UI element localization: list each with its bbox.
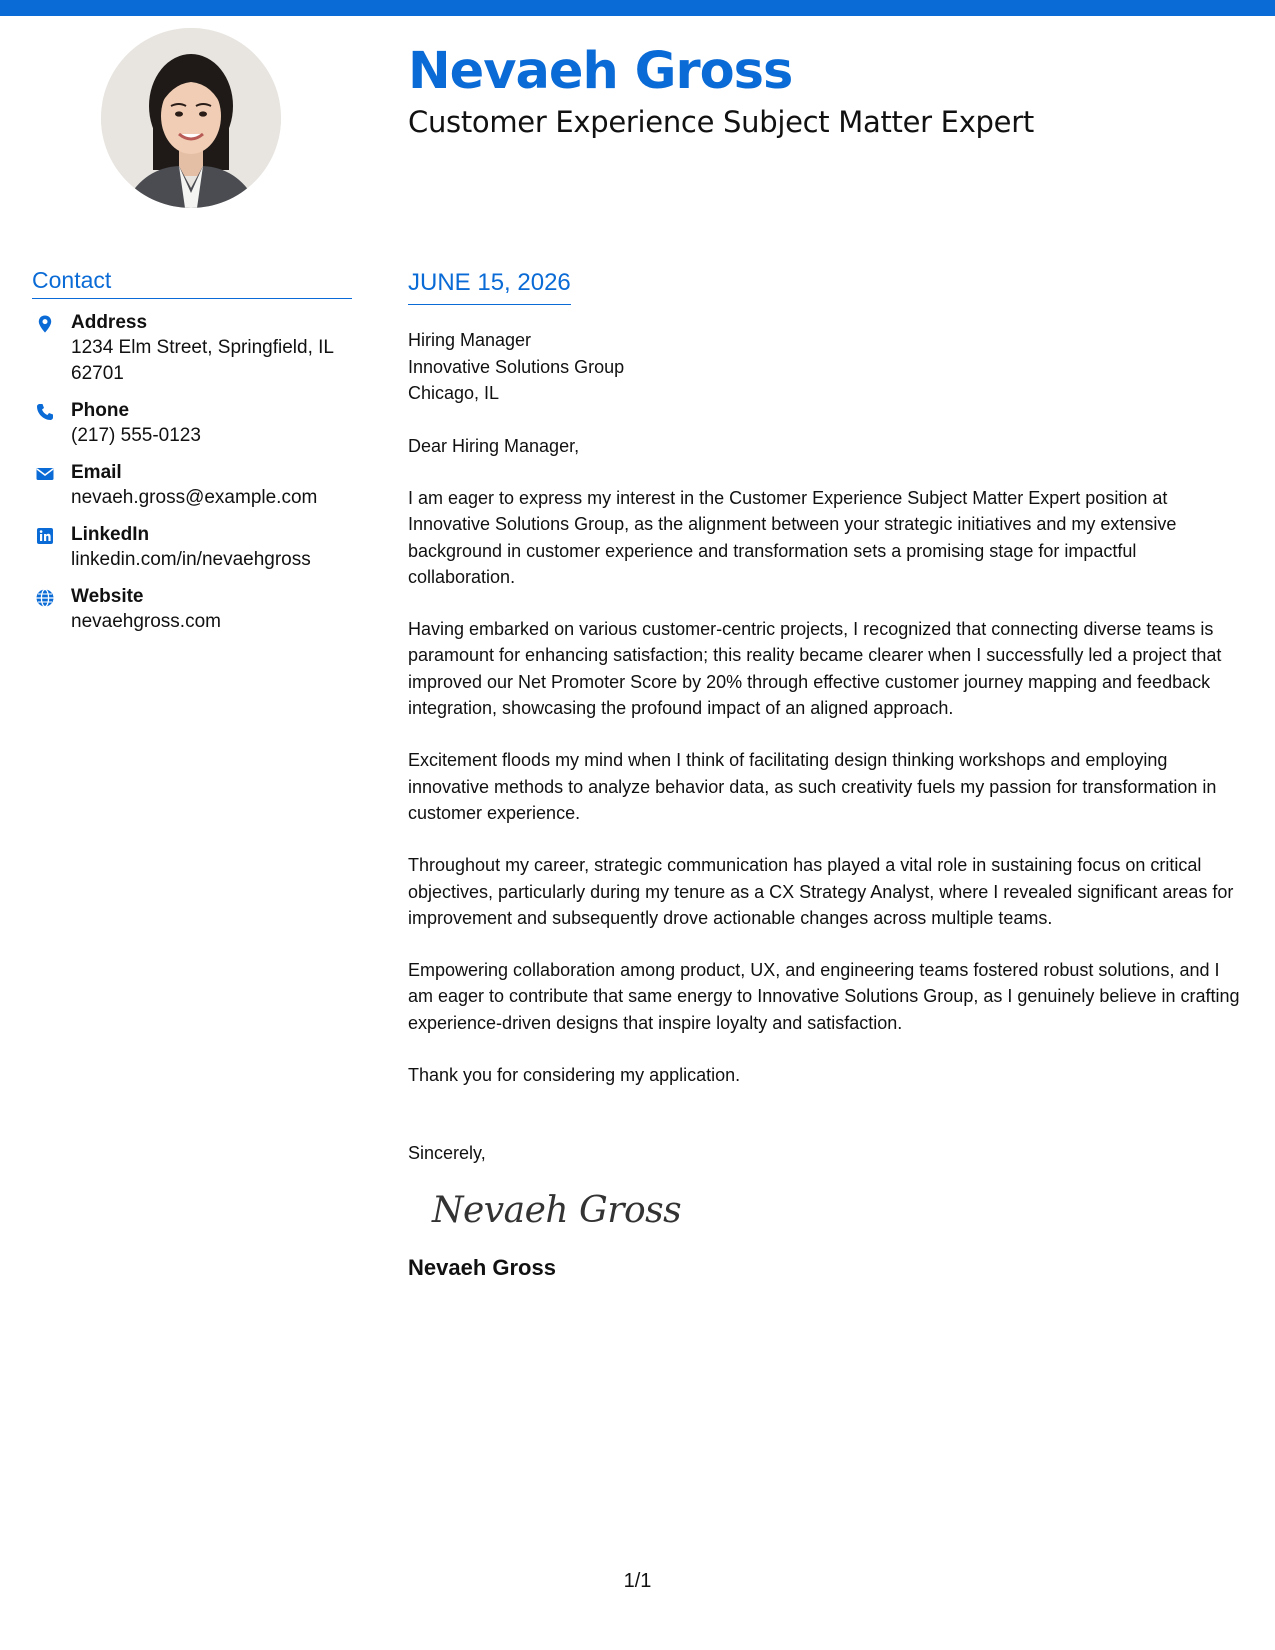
signer-name: Nevaeh Gross (408, 1255, 556, 1281)
contact-sidebar (32, 266, 352, 635)
profile-photo (101, 28, 281, 208)
contact-label: Address (71, 312, 148, 333)
page-number: 1/1 (623, 1570, 652, 1592)
letter-paragraph: Thank you for considering my application. (408, 1065, 741, 1086)
contact-label: LinkedIn (71, 524, 150, 545)
recipient-line: Chicago, IL (408, 383, 500, 403)
letter-body (408, 268, 1248, 1282)
phone-icon (35, 402, 55, 422)
contact-value: linkedin.com/in/nevaehgross (71, 549, 311, 570)
contact-label: Email (71, 462, 122, 483)
contact-value: nevaeh.gross@example.com (71, 487, 318, 508)
letter-date: JUNE 15, 2026 (408, 268, 571, 305)
contact-value: (217) 555-0123 (71, 425, 201, 446)
letter-paragraph: Having embarked on various customer-centric projects, I recognized that connecting diverse teams is paramount for enhancing satisfaction; this reality became clearer when I successfully led a project that improved our Net Promoter Score by 20% through effective customer journey mapping and feedback integration, showcasing the profound impact of an aligned approach. (408, 619, 1222, 719)
contact-item-email (32, 461, 352, 511)
contact-item-linkedin (32, 523, 352, 573)
map-pin-icon (35, 314, 55, 334)
contact-value: 1234 Elm Street, Springfield, IL 62701 (71, 337, 334, 384)
salutation: Dear Hiring Manager, (408, 435, 580, 456)
recipient-line: Innovative Solutions Group (408, 356, 625, 377)
letter-paragraph: Excitement floods my mind when I think of facilitating design thinking workshops and employing innovative methods to analyze behavior data, as such creativity fuels my passion for transformation in customer experience. (408, 750, 1217, 823)
contact-label: Website (71, 586, 144, 607)
globe-icon (35, 588, 55, 608)
closing: Sincerely, (408, 1143, 486, 1164)
recipient-block (408, 327, 1248, 407)
contact-item-address (32, 311, 352, 387)
linkedin-icon (35, 526, 55, 546)
letter-paragraph: Empowering collaboration among product, UX, and engineering teams fostered robust solutions, and I am eager to contribute that same energy to Innovative Solutions Group, as I genuinely believe in crafting experience-driven designs that inspire loyalty and satisfaction. (408, 960, 1240, 1033)
handwritten-signature: Nevaeh Gross (432, 1190, 682, 1232)
applicant-name: Nevaeh Gross (408, 42, 793, 101)
contact-label: Phone (71, 400, 130, 421)
recipient-line: Hiring Manager (408, 330, 532, 350)
letter-paragraph: I am eager to express my interest in the Customer Experience Subject Matter Expert position at Innovative Solutions Group, as the alignment between your strategic initiatives and my extensive background in customer experience and transformation sets a promising stage for impactful collaboration. (408, 488, 1177, 587)
contact-item-phone (32, 399, 352, 449)
accent-top-bar (0, 0, 1275, 16)
contact-value: nevaehgross.com (71, 611, 221, 632)
contact-item-website (32, 585, 352, 635)
envelope-icon (35, 464, 55, 484)
contact-section-title: Contact (32, 266, 352, 299)
letter-paragraph: Throughout my career, strategic communication has played a vital role in sustaining focus on critical objectives, particularly during my tenure as a CX Strategy Analyst, where I revealed significant areas for improvement and subsequently drove actionable changes across multiple teams. (408, 855, 1234, 928)
job-title: Customer Experience Subject Matter Expert (408, 105, 1034, 139)
